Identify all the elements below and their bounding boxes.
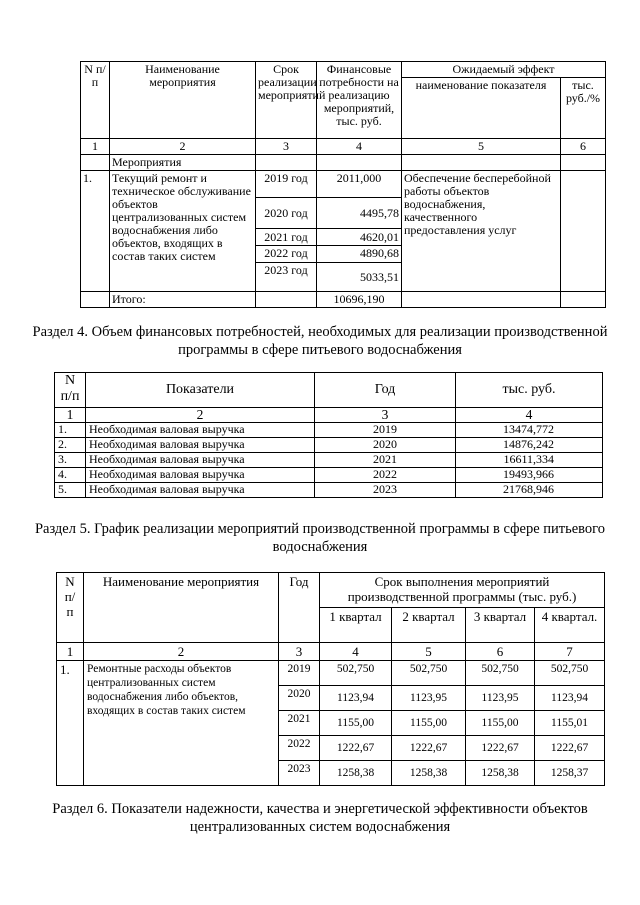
- table-row: [55, 453, 603, 468]
- header-value: тыс. руб.: [456, 373, 603, 408]
- q1-value: 1155,00: [320, 711, 392, 736]
- header-effect-unit: тыс. руб./%: [561, 78, 606, 139]
- row-value: 13474,772: [456, 423, 603, 438]
- q2-value: 1258,38: [392, 761, 466, 786]
- header-num: N п/п: [81, 62, 110, 139]
- header-q2: 2 квартал: [392, 608, 466, 643]
- header-finance: Финансовые потребности на реализацию мероприятий, тыс. руб.: [317, 62, 402, 139]
- row-name: Необходимая валовая выручка: [86, 468, 315, 483]
- row-value: 14876,242: [456, 438, 603, 453]
- col-number: 2: [86, 408, 315, 423]
- q3-value: 1155,00: [466, 711, 535, 736]
- row-year: 2021: [315, 453, 456, 468]
- q4-value: 1155,01: [535, 711, 605, 736]
- row-value: 16611,334: [456, 453, 603, 468]
- col-number: 2: [110, 139, 256, 155]
- header-num: N п/ п: [57, 573, 84, 643]
- row-num: 1.: [55, 423, 86, 438]
- total-row: [81, 292, 606, 308]
- col-number: 1: [81, 139, 110, 155]
- table-row: [55, 438, 603, 453]
- header-effect: Ожидаемый эффект: [402, 62, 606, 78]
- header-year: Год: [279, 573, 320, 643]
- q1-value: 502,750: [320, 661, 392, 686]
- row-year: 2023: [315, 483, 456, 498]
- section6-title: Раздел 6. Показатели надежности, качества и энергетической эффективности объектов централизованных систем водоснабжения: [52, 801, 588, 835]
- value-cell: 2011,000: [317, 171, 402, 198]
- col-number: 4: [317, 139, 402, 155]
- item-num: 1.: [57, 661, 84, 786]
- item-name: Ремонтные расходы объектов централизованных систем водоснабжения либо объектов, входящих в состав таких систем: [84, 661, 279, 786]
- col-number: 4: [456, 408, 603, 423]
- header-name: Наименование мероприятия: [84, 573, 279, 643]
- col-number: 2: [84, 643, 279, 661]
- row-year: 2023: [279, 761, 320, 786]
- column-numbers-row: [57, 643, 605, 661]
- header-indicator: Показатели: [86, 373, 315, 408]
- table-row: [57, 661, 605, 686]
- q1-value: 1258,38: [320, 761, 392, 786]
- term-cell: 2022 год: [256, 246, 317, 263]
- item-num: 1.: [81, 171, 110, 292]
- header-effect-name: наименование показателя: [402, 78, 561, 139]
- header-term: Срок реализации мероприятий: [256, 62, 317, 139]
- table-row: [81, 171, 606, 198]
- total-value: 10696,190: [317, 292, 402, 308]
- table-row: [55, 483, 603, 498]
- row-year: 2022: [279, 736, 320, 761]
- revenue-table: [54, 372, 603, 498]
- header-name: Наименование мероприятия: [110, 62, 256, 139]
- q4-value: 1123,94: [535, 686, 605, 711]
- row-name: Необходимая валовая выручка: [86, 423, 315, 438]
- row-num: 4.: [55, 468, 86, 483]
- total-label: Итого:: [110, 292, 256, 308]
- q3-value: 502,750: [466, 661, 535, 686]
- col-number: 6: [466, 643, 535, 661]
- q2-value: 1123,95: [392, 686, 466, 711]
- col-number: 1: [55, 408, 86, 423]
- col-number: 7: [535, 643, 605, 661]
- header-q4: 4 квартал.: [535, 608, 605, 643]
- col-number: 3: [279, 643, 320, 661]
- row-year: 2021: [279, 711, 320, 736]
- row-year: 2019: [279, 661, 320, 686]
- header-term: Срок выполнения мероприятий производственной программы (тыс. руб.): [320, 573, 605, 608]
- row-value: 19493,966: [456, 468, 603, 483]
- header-num: N п/п: [55, 373, 86, 408]
- col-number: 3: [315, 408, 456, 423]
- q2-value: 1155,00: [392, 711, 466, 736]
- row-num: 2.: [55, 438, 86, 453]
- value-cell: 4620,01: [317, 229, 402, 246]
- table-row: [55, 423, 603, 438]
- row-year: 2020: [315, 438, 456, 453]
- col-number: 5: [392, 643, 466, 661]
- col-number: 5: [402, 139, 561, 155]
- col-number: 3: [256, 139, 317, 155]
- section5-title: Раздел 5. График реализации мероприятий производственной программы в сфере питьевого водоснабжения: [34, 521, 606, 555]
- column-numbers-row: [55, 408, 603, 423]
- row-num: 5.: [55, 483, 86, 498]
- q4-value: 502,750: [535, 661, 605, 686]
- value-cell: 4890,68: [317, 246, 402, 263]
- q3-value: 1222,67: [466, 736, 535, 761]
- header-q3: 3 квартал: [466, 608, 535, 643]
- q4-value: 1222,67: [535, 736, 605, 761]
- q2-value: 1222,67: [392, 736, 466, 761]
- row-year: 2019: [315, 423, 456, 438]
- row-name: Необходимая валовая выручка: [86, 453, 315, 468]
- item-name: Текущий ремонт и техническое обслуживание объектов централизованных систем водоснабжения либо объектов, входящих в состав таких систем: [110, 171, 256, 292]
- q1-value: 1222,67: [320, 736, 392, 761]
- row-name: Необходимая валовая выручка: [86, 483, 315, 498]
- q1-value: 1123,94: [320, 686, 392, 711]
- section-label: Мероприятия: [110, 155, 256, 171]
- row-name: Необходимая валовая выручка: [86, 438, 315, 453]
- col-number: 1: [57, 643, 84, 661]
- row-year: 2020: [279, 686, 320, 711]
- column-numbers-row: [81, 139, 606, 155]
- schedule-table: [56, 572, 605, 786]
- q4-value: 1258,37: [535, 761, 605, 786]
- value-cell: 4495,78: [317, 198, 402, 229]
- term-cell: 2019 год: [256, 171, 317, 198]
- value-cell: 5033,51: [317, 263, 402, 292]
- row-value: 21768,946: [456, 483, 603, 498]
- col-number: 4: [320, 643, 392, 661]
- table-row: [55, 468, 603, 483]
- measures-table: [80, 61, 606, 308]
- effect-text: Обеспечение бесперебойной работы объектов водоснабжения, качественного предоставления услуг: [402, 171, 561, 292]
- col-number: 6: [561, 139, 606, 155]
- term-cell: 2021 год: [256, 229, 317, 246]
- row-num: 3.: [55, 453, 86, 468]
- header-q1: 1 квартал: [320, 608, 392, 643]
- section4-title: Раздел 4. Объем финансовых потребностей, необходимых для реализации производственной программы в сфере питьевого водоснабжения: [32, 324, 608, 358]
- row-year: 2022: [315, 468, 456, 483]
- q2-value: 502,750: [392, 661, 466, 686]
- q3-value: 1123,95: [466, 686, 535, 711]
- term-cell: 2020 год: [256, 198, 317, 229]
- q3-value: 1258,38: [466, 761, 535, 786]
- header-year: Год: [315, 373, 456, 408]
- term-cell: 2023 год: [256, 263, 317, 292]
